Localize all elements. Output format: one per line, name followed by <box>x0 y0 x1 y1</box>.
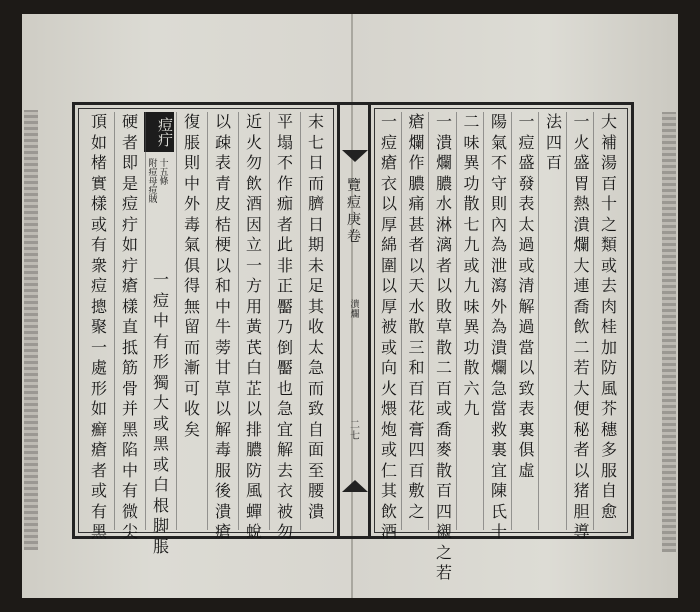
left-column-3: 近火勿飲酒因立一方用黃芪白芷以排膿防風蟬蛻 <box>245 112 262 541</box>
right-column-rule <box>538 112 539 530</box>
left-column-2: 平塌不作痂者此非正靨乃倒靨也急宜解去衣被勿 <box>276 112 293 541</box>
right-column-6: 二味異功散七九或九味異功散六九 <box>463 112 480 418</box>
left-edge-bleed <box>24 110 38 550</box>
right-column-rule <box>593 112 594 530</box>
right-column-7: 一潰爛膿水淋漓者以敗草散二百或喬麥散百四襯之若 <box>435 112 452 582</box>
spine-section: 潰爛 <box>350 300 360 320</box>
left-column-rule <box>145 112 146 530</box>
spine-title: 覽痘庚卷 <box>347 178 361 245</box>
right-column-rule <box>401 112 402 530</box>
right-column-rule <box>428 112 429 530</box>
left-column-1: 末七日而臍日期未足其收太急而致自面至腰潰 <box>307 112 324 521</box>
right-column-1: 大補湯百十之類或去肉桂加防風芥穗多服自愈 <box>600 112 617 521</box>
left-column-rule <box>176 112 177 530</box>
right-column-2: 一火盛胃熱潰爛大連喬飲二若大便秘者以猪胆導 <box>573 112 590 541</box>
spine-page-number: 二七 <box>350 420 360 442</box>
right-column-rule <box>456 112 457 530</box>
left-column-rule <box>207 112 208 530</box>
left-column-8: 頂如楮實樣或有衆痘摠聚一處形如癬瘡者或有黑 <box>90 112 107 541</box>
upper-fish-tail-icon <box>342 150 368 164</box>
left-column-6: 一痘中有形獨大或黑或白根脚脹 <box>152 270 169 556</box>
section-label-box: 痘疔 <box>144 112 174 152</box>
right-column-5: 陽氣不守則內為泄瀉外為潰爛急當救裏宜陳氏十 <box>490 112 507 541</box>
center-fold-column <box>338 102 372 539</box>
left-column-rule <box>300 112 301 530</box>
right-column-8: 瘡爛作膿痛甚者以天水散三和百花膏四百敷之 <box>408 112 425 521</box>
left-column-6-note-2: 十五條 <box>159 159 169 187</box>
left-column-5: 復脹則中外毒氣俱得無留而漸可收矣 <box>183 112 200 439</box>
right-column-rule <box>566 112 567 530</box>
left-column-rule <box>269 112 270 530</box>
left-column-rule <box>238 112 239 530</box>
lower-fish-tail-icon <box>342 478 368 492</box>
left-column-rule <box>114 112 115 530</box>
right-edge-bleed <box>662 112 676 552</box>
right-column-rule <box>483 112 484 530</box>
right-column-rule <box>511 112 512 530</box>
left-column-4: 以疎表青皮桔梗以和中牛蒡甘草以解毒服後潰瘡 <box>214 112 231 541</box>
right-column-9: 一痘瘡衣以厚綿圍以厚被或向火煨炮或仁其飲酒 <box>380 112 397 541</box>
left-column-7: 硬者即是痘疔如疔瘡樣直抵筋骨并黑陷中有微尖 <box>121 112 138 541</box>
right-column-4: 一痘盛發表太過或清解過當以致表裏俱虛 <box>518 112 535 480</box>
left-column-6-note-1: 附痘母痘賊 <box>148 159 158 205</box>
right-column-3: 法四百 <box>545 112 562 172</box>
